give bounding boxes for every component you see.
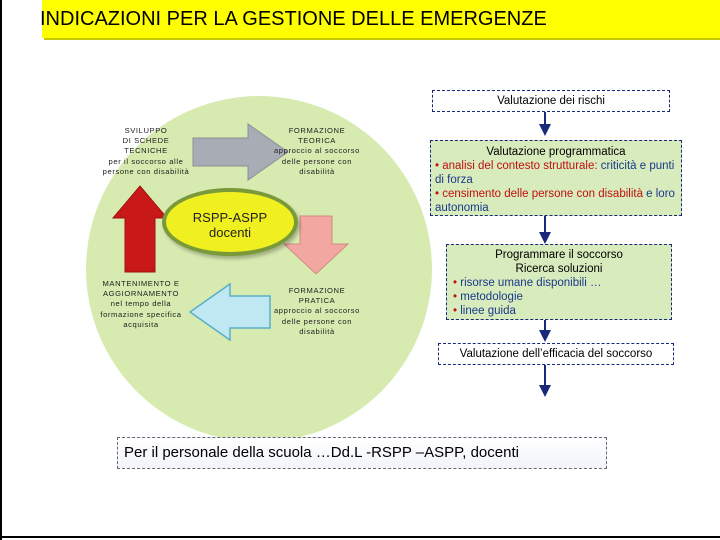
step2-item-1-detail: criticità e punti di forza: [435, 160, 675, 186]
bullet: •: [435, 160, 443, 172]
step3-title-2: Ricerca soluzioni: [515, 263, 603, 275]
step3-item-text: risorse umane disponibili …: [460, 277, 602, 289]
step-valutazione-rischi-label: Valutazione dei rischi: [497, 95, 605, 107]
node-body-line: approccio al soccorso: [273, 306, 361, 316]
flow-arrow-icon: [539, 385, 551, 397]
arrow-left-icon: [190, 284, 270, 340]
page-title: INDICAZIONI PER LA GESTIONE DELLE EMERGENZE: [40, 8, 547, 30]
node-formazione-pratica: [266, 286, 368, 337]
step3-item: [447, 276, 671, 290]
step-valutazione-efficacia-label: Valutazione dell’efficacia del soccorso: [459, 348, 653, 360]
step-valutazione-efficacia: [438, 343, 674, 365]
node-head-line: TECNICHE: [124, 146, 168, 156]
node-head-line: TEORICA: [298, 136, 336, 146]
flow-arrow-icon: [539, 330, 551, 342]
center-label-line-1: RSPP-ASPP: [192, 210, 268, 225]
node-schede-tecniche: [96, 126, 196, 177]
node-body-line: disabilità: [299, 166, 335, 176]
node-head-line: DI SCHEDE: [122, 136, 170, 146]
node-body-line: per il soccorso alle: [108, 156, 184, 166]
step-programmare-soccorso: [446, 244, 672, 320]
node-head-line: FORMAZIONE: [288, 126, 346, 135]
node-head-line: SVILUPPO: [124, 126, 168, 135]
node-body-line: acquisita: [123, 319, 159, 329]
step2-item-1-highlight: analisi del contesto strutturale:: [442, 160, 601, 172]
footer-text: Per il personale della scuola …Dd.L -RSPP –ASPP, docenti: [124, 444, 519, 461]
flow-arrow-icon: [539, 232, 551, 244]
node-body-line: nel tempo della: [110, 299, 172, 309]
flow-connector: [544, 365, 546, 387]
step2-title: Valutazione programmatica: [486, 146, 626, 158]
step3-item: [447, 290, 671, 304]
arrow-up-icon: [113, 186, 167, 272]
step2-item-2: [431, 187, 681, 215]
node-body-line: formazione specifica: [100, 309, 182, 319]
bullet: •: [435, 188, 443, 200]
bullet: •: [453, 277, 461, 289]
step3-item: [447, 304, 671, 318]
step2-item-2-highlight: censimento delle persone con disabilità: [442, 188, 643, 200]
node-body-line: delle persone con: [281, 156, 353, 166]
node-head-line: AGGIORNAMENTO: [102, 289, 179, 299]
node-body-line: approccio al soccorso: [273, 146, 361, 156]
bottom-frame-line: [0, 536, 720, 538]
bullet: •: [453, 291, 461, 303]
center-label-line-2: docenti: [209, 225, 251, 240]
step2-item-1: [431, 159, 681, 187]
flow-arrow-icon: [539, 124, 551, 136]
node-head-line: FORMAZIONE: [288, 286, 346, 295]
node-head-line: PRATICA: [298, 296, 336, 306]
node-body-line: persone con disabilità: [102, 166, 190, 176]
bullet: •: [453, 305, 461, 317]
step3-item-text: linee guida: [460, 305, 516, 317]
step-valutazione-programmatica: [430, 140, 682, 216]
step-valutazione-rischi: [432, 90, 670, 112]
node-head-line: MANTENIMENTO E: [102, 279, 180, 288]
center-label: [162, 210, 298, 240]
step3-title-1: Programmare il soccorso: [495, 249, 623, 261]
step2-item-2-detail: e loro autonomia: [435, 188, 675, 214]
node-body-line: disabilità: [299, 326, 335, 336]
node-mantenimento: [92, 279, 190, 330]
node-formazione-teorica: [266, 126, 368, 177]
node-body-line: delle persone con: [281, 316, 353, 326]
step3-item-text: metodologie: [460, 291, 523, 303]
